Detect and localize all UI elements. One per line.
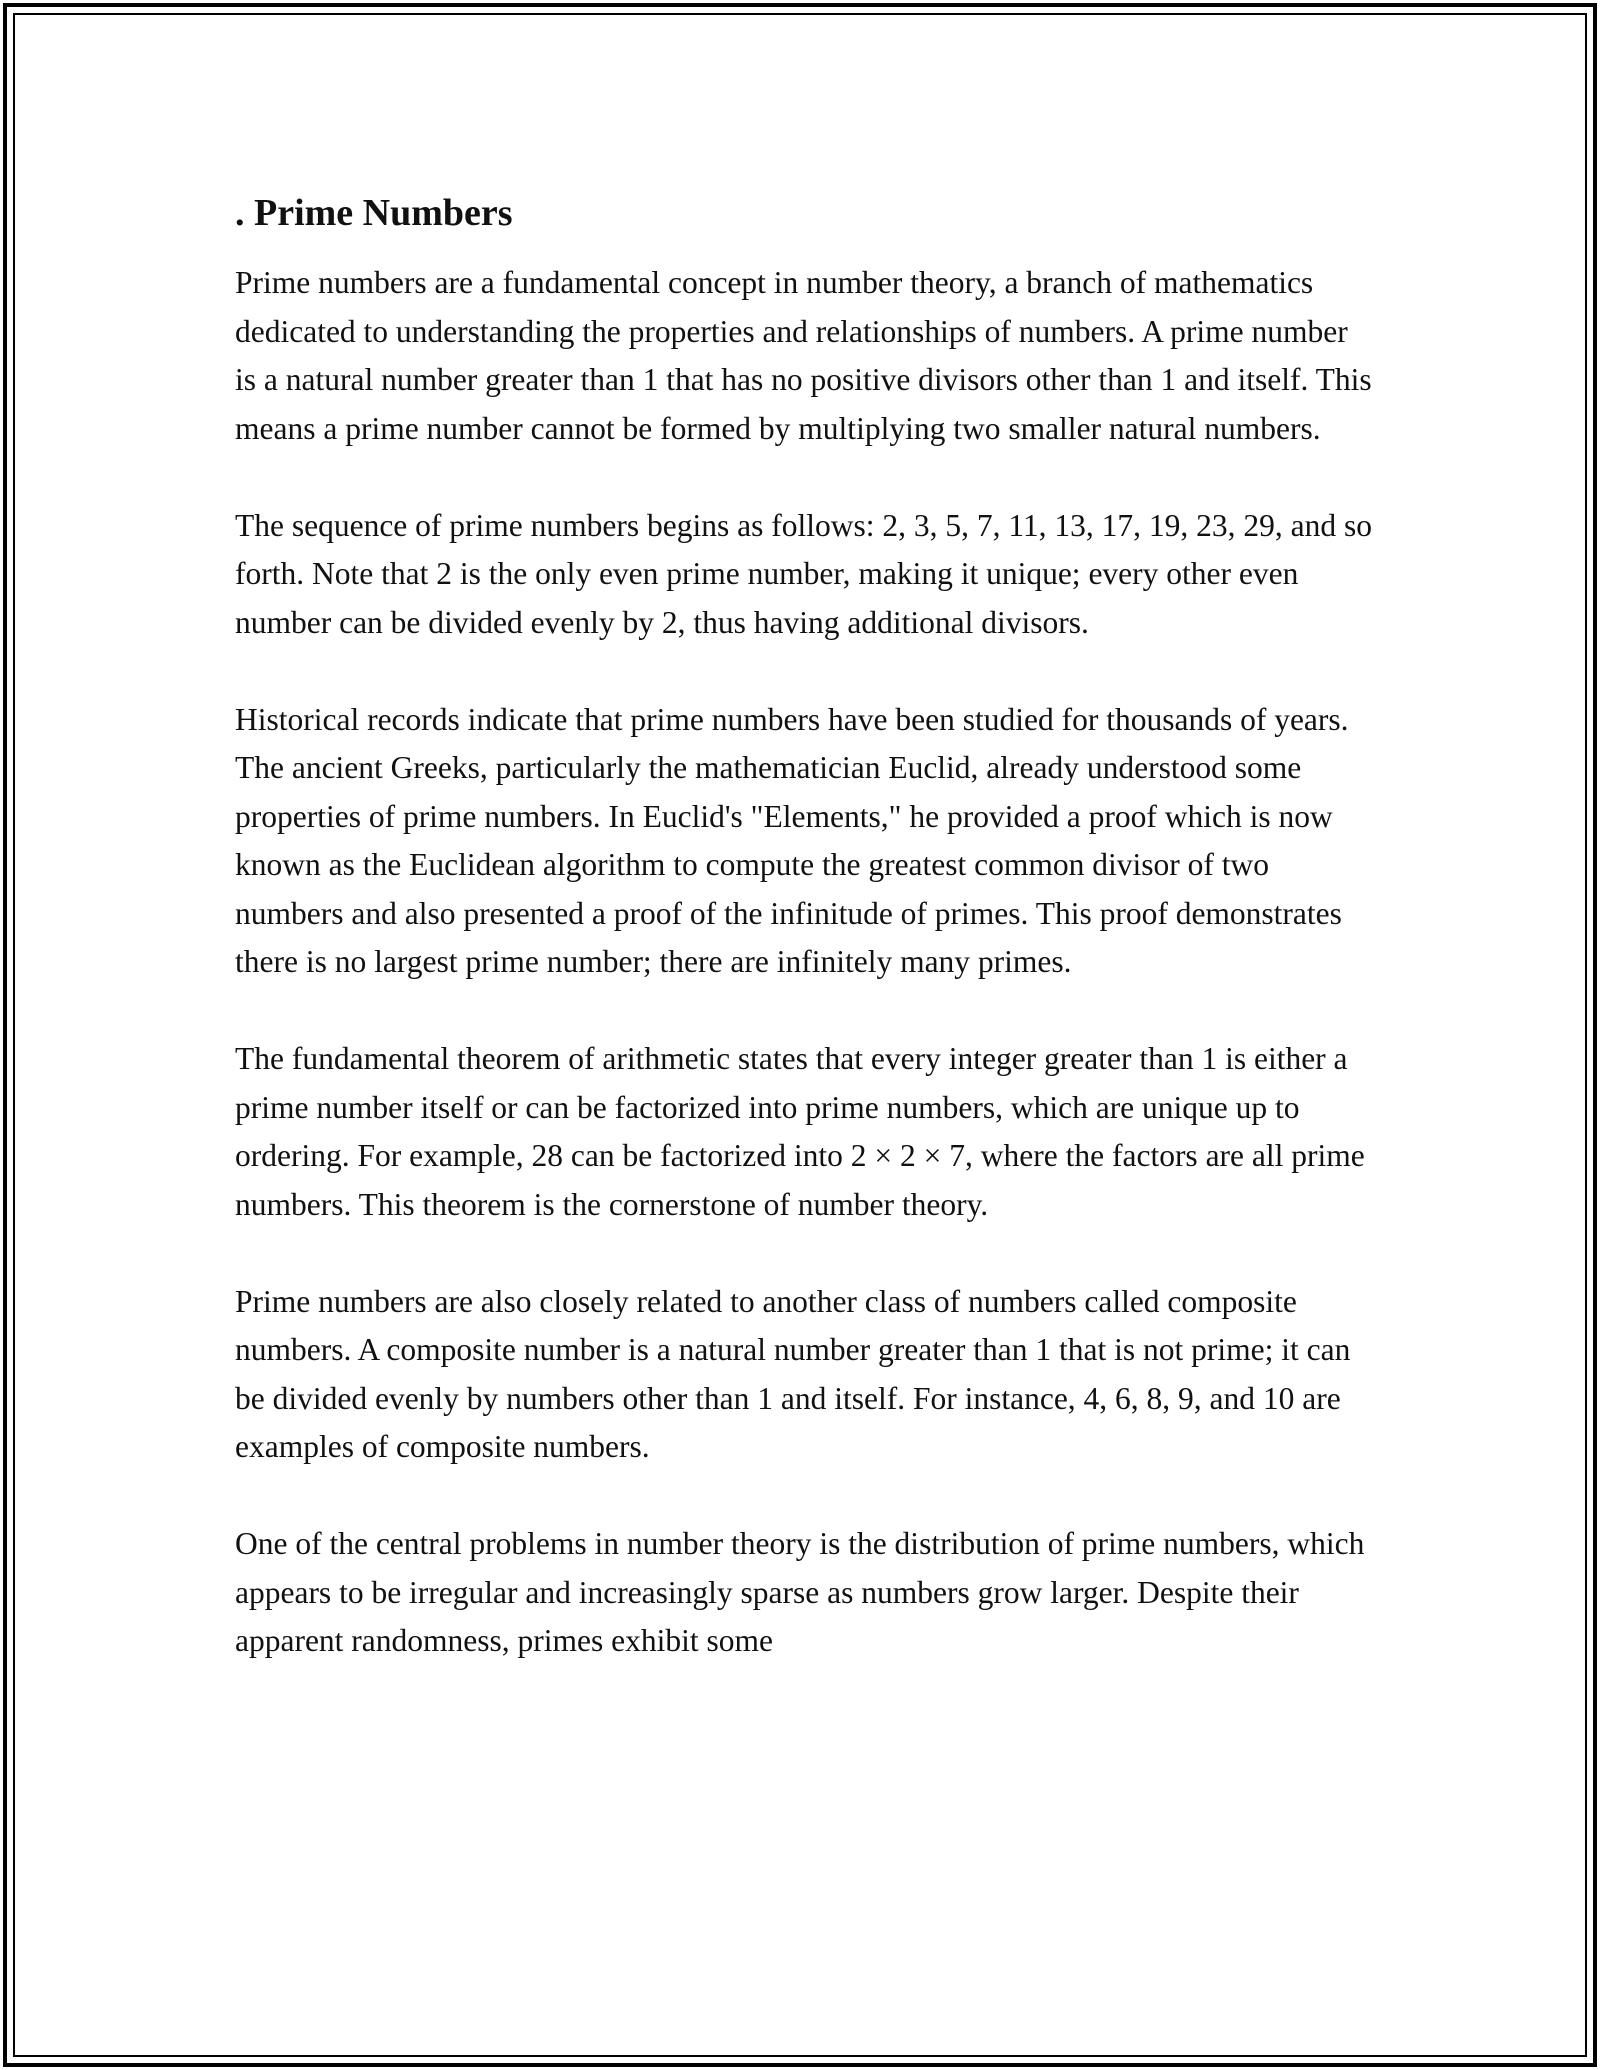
paragraph-sequence: The sequence of prime numbers begins as follows: 2, 3, 5, 7, 11, 13, 17, 19, 23, 29, and so forth. Note that 2 is the only even prime number, making it unique; every other even number can be divided evenly by 2, thus having additional divisors.: [235, 507, 1373, 640]
paragraph-distribution: One of the central problems in number theory is the distribution of prime numbers, which appears to be irregular and increasingly sparse as numbers grow larger. Despite their apparent randomness, primes exhibit some: [235, 1526, 1365, 1658]
paragraph-composite-numbers: Prime numbers are also closely related to another class of numbers called composite numbers. A composite number is a natural number greater than 1 that is not prime; it can be divided evenly by numbers other than 1 and itself. For instance, 4, 6, 8, 9, and 10 are examples of composite numbers.: [235, 1283, 1351, 1464]
paragraph-definition: Prime numbers are a fundamental concept in number theory, a branch of mathematics dedicated to understanding the properties and relationships of numbers. A prime number is a natural number greater than 1 that has no positive divisors other than 1 and itself. This means a prime number cannot be formed by multiplying two smaller natural numbers.: [235, 265, 1372, 446]
paragraph-history: Historical records indicate that prime numbers have been studied for thousands of years. The ancient Greeks, particularly the mathematician Euclid, already understood some properties of prime numbers. In Euclid's "Elements," he provided a proof which is now known as the Euclidean algorithm to compute the greatest common divisor of two numbers and also presented a proof of the infinitude of primes. This proof demonstrates there is no largest prime number; there are infinitely many primes.: [235, 701, 1349, 979]
document-body: [235, 185, 1375, 1714]
paragraph-fundamental-theorem: The fundamental theorem of arithmetic states that every integer greater than 1 is either a prime number itself or can be factorized into prime numbers, which are unique up to ordering. For example, 28 can be factorized into 2 × 2 × 7, where the factors are all prime numbers. This theorem is the cornerstone of number theory.: [235, 1041, 1365, 1222]
document-title: . Prime Numbers: [235, 192, 513, 234]
